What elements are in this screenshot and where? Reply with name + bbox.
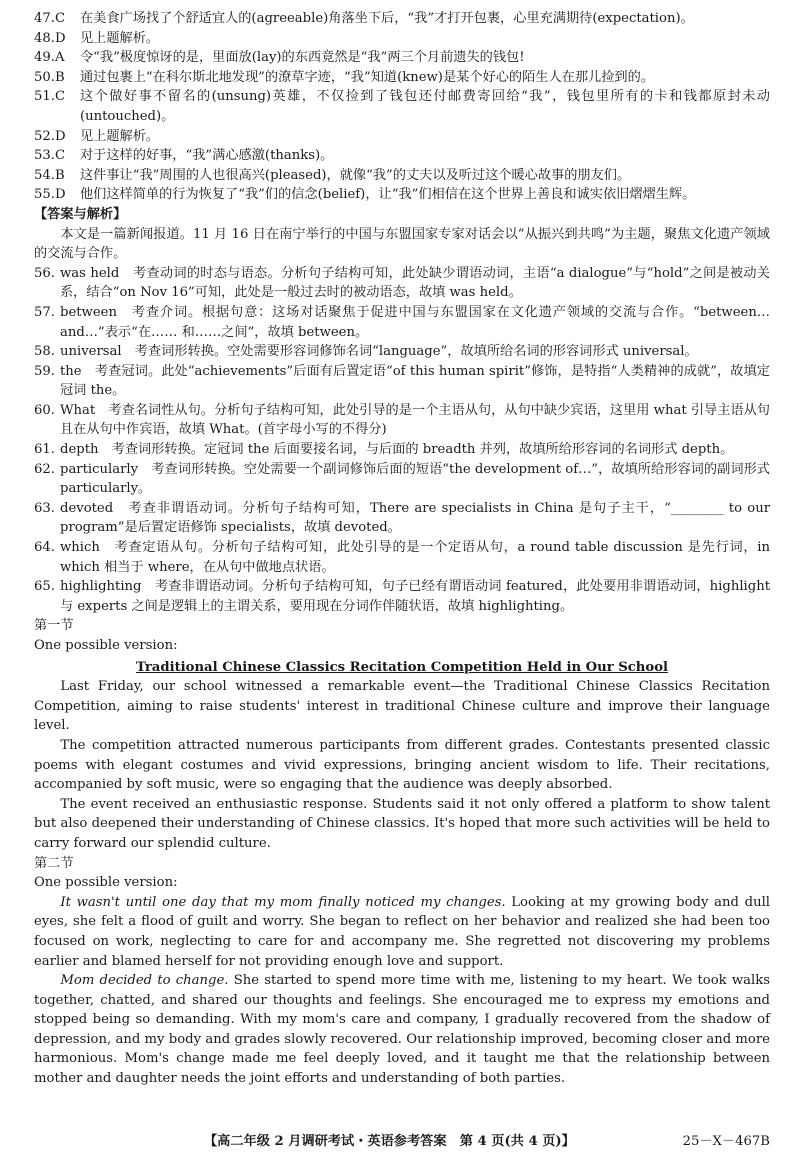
- item-number: 53.C: [34, 148, 66, 164]
- answer-item: [34, 146, 770, 166]
- essay-paragraph: [34, 893, 770, 971]
- answer-item: [34, 460, 770, 499]
- cloze-answers: [34, 9, 770, 205]
- item-explanation: which 考查定语从句。分析句子结构可知，此处引导的是一个定语从句，a round table discussion 是先行词，in which 相当于 where，在从句中做地点状语。: [60, 540, 770, 575]
- item-explanation: devoted 考查非谓语动词。分析句子结构可知，There are specialists in China 是句子主干，“________ to our program”是后置定语修饰 specialists，故填 devoted。: [60, 500, 770, 536]
- answer-item: [34, 127, 770, 147]
- item-explanation: 通过包裹上“在科尔斯北地发现”的潦草字迹，“我”知道(knew)是某个好心的陌生人在那儿捡到的。: [80, 69, 654, 85]
- answer-item: [34, 362, 770, 401]
- item-number: 59.: [34, 363, 55, 379]
- answer-item: [34, 538, 770, 577]
- answer-item: [34, 185, 770, 205]
- answer-item: [34, 29, 770, 49]
- answer-item: [34, 499, 770, 538]
- item-number: 60.: [34, 402, 55, 418]
- section-two-label: 第二节: [34, 855, 74, 871]
- answer-item: [34, 87, 770, 126]
- essay-one-body: [34, 677, 770, 853]
- paragraph-lead-sentence: It wasn't until one day that my mom finally noticed my changes.: [60, 894, 506, 910]
- item-number: 58.: [34, 344, 55, 360]
- item-number: 57.: [34, 304, 55, 320]
- page-content: [34, 9, 770, 1089]
- passage-intro: 本文是一篇新闻报道。11 月 16 日在南宁举行的中国与东盟国家专家对话会以“从振兴到共鸣”为主题，聚焦文化遗产领域的交流与合作。: [34, 226, 770, 262]
- answer-item: [34, 9, 770, 29]
- answer-item: [34, 166, 770, 186]
- answer-item: [34, 68, 770, 88]
- paragraph-lead-sentence: Mom decided to change.: [60, 973, 229, 989]
- footer-paper-code: 25－X－467B: [682, 1134, 770, 1149]
- item-explanation: 这个做好事不留名的(unsung)英雄，不仅捡到了钱包还付邮费寄回给“我”，钱包里所有的卡和钱都原封未动(untouched)。: [80, 89, 770, 124]
- item-number: 52.D: [34, 128, 66, 144]
- answer-item: [34, 48, 770, 68]
- paragraph-continuation: She started to spend more time with me, listening to my heart. We took walks together, chatted, and shared our thoughts and feelings. She encouraged me to express my emotions and stopped being so demanding. With my mom's care and company, I gradually recovered from the shadow of depression, and my body and grades slowly recovered. Our relationship improved, becoming closer and more harmonious. Mom's change made me feel deeply loved, and it taught me that the relationship between mother and daughter needs the joint efforts and understanding of both parties.: [34, 973, 770, 1087]
- essay-two-body: [34, 893, 770, 1089]
- item-number: 65.: [34, 579, 55, 595]
- grammar-answers: [34, 264, 770, 617]
- item-explanation: 令“我”极度惊讶的是，里面放(lay)的东西竟然是“我”两三个月前遗失的钱包!: [80, 50, 525, 66]
- section-one-version: One possible version:: [34, 638, 178, 653]
- footer-exam-info: 【高二年级 2 月调研考试・英语参考答案 第 4 页(共 4 页)】: [204, 1134, 575, 1149]
- essay-paragraph: Last Friday, our school witnessed a remarkable event—the Traditional Chinese Classics Recitation Competition, aiming to raise students' interest in traditional Chinese culture and improve their language level.: [34, 679, 770, 734]
- essay-title: Traditional Chinese Classics Recitation Competition Held in Our School: [136, 659, 668, 675]
- item-number: 63.: [34, 500, 55, 516]
- item-explanation: depth 考查词形转换。定冠词 the 后面要接名词，与后面的 breadth 并列，故填所给形容词的名词形式 depth。: [60, 442, 734, 458]
- item-number: 50.B: [34, 69, 65, 85]
- item-explanation: universal 考查词形转换。空处需要形容词修饰名词“language”，故填所给名词的形容词形式 universal。: [60, 344, 698, 360]
- paragraph-continuation: Looking at my growing body and dull eyes, she felt a flood of guilt and worry. She began to reflect on her behavior and realized she had been too focused on work, neglecting to care for and accompany me. She regretted not discovering my problems earlier and blamed herself for not providing enough love and support.: [34, 894, 770, 969]
- essay-paragraph: The event received an enthusiastic response. Students said it not only offered a platform to show talent but also deepened their understanding of Chinese classics. It's hoped that more such activities will be held to carry forward our splendid culture.: [34, 796, 770, 851]
- item-number: 61.: [34, 442, 55, 458]
- item-number: 62.: [34, 461, 55, 477]
- essay-paragraph: The competition attracted numerous participants from different grades. Contestants presented classic poems with elegant costumes and vivid expressions, bringing ancient wisdom to life. Their recitations, accompanied by soft music, were so engaging that the audience was deeply absorbed.: [34, 737, 770, 793]
- item-number: 56.: [34, 265, 55, 281]
- item-number: 49.A: [34, 50, 65, 66]
- item-explanation: between 考查介词。根据句意：这场对话聚焦于促进中国与东盟国家在文化遗产领域的交流与合作。“between…and…”表示“在…… 和……之间”，故填 between。: [60, 304, 770, 340]
- item-explanation: 见上题解析。: [80, 30, 160, 46]
- answer-item: [34, 401, 770, 440]
- answer-section-header: 【答案与解析】: [34, 206, 127, 222]
- answer-item: [34, 577, 770, 616]
- section-two-version: One possible version:: [34, 875, 178, 891]
- item-number: 47.C: [34, 11, 66, 26]
- item-explanation: 他们这样简单的行为恢复了“我”们的信念(belief)，让“我”们相信在这个世界上善良和诚实依旧熠熠生辉。: [80, 187, 696, 203]
- item-explanation: What 考查名词性从句。分析句子结构可知，此处引导的是一个主语从句，从句中缺少宾语，这里用 what 引导主语从句且在从句中作宾语，故填 What。(首字母小写的不得分): [60, 402, 770, 438]
- item-explanation: particularly 考查词形转换。空处需要一个副词修饰后面的短语“the development of…”，故填所给形容词的副词形式 particularly。: [60, 461, 770, 497]
- item-number: 48.D: [34, 30, 66, 46]
- item-number: 51.C: [34, 89, 66, 105]
- answer-item: [34, 440, 770, 460]
- item-explanation: the 考查冠词。此处“achievements”后面有后置定语“of this human spirit”修饰，是特指“人类精神的成就”，故填定冠词 the。: [60, 363, 770, 399]
- item-explanation: 这件事让“我”周围的人也很高兴(pleased)，就像“我”的丈夫以及听过这个暖心故事的朋友们。: [80, 167, 631, 183]
- item-number: 64.: [34, 540, 55, 556]
- essay-paragraph: [34, 971, 770, 1089]
- item-number: 55.D: [34, 187, 66, 203]
- item-explanation: 在美食广场找了个舒适宜人的(agreeable)角落坐下后，“我”才打开包裹，心里充满期待(expectation)。: [80, 11, 694, 26]
- item-explanation: 对于这样的好事，“我”满心感激(thanks)。: [80, 148, 334, 164]
- item-explanation: was held 考查动词的时态与语态。分析句子结构可知，此处缺少谓语动词，主语“a dialogue”与“hold”之间是被动关系，结合“on Nov 16”可知，此处是一般过去时的被动语态，故填 was held。: [60, 265, 770, 301]
- item-explanation: 见上题解析。: [80, 128, 160, 144]
- answer-item: [34, 264, 770, 303]
- answer-item: [34, 303, 770, 342]
- answer-item: [34, 342, 770, 362]
- item-number: 54.B: [34, 167, 65, 183]
- item-explanation: highlighting 考查非谓语动词。分析句子结构可知，句子已经有谓语动词 featured，此处要用非谓语动词，highlight 与 experts 之间是逻辑上的主谓关系，要用现在分词作伴随状语，故填 highlighting。: [60, 579, 770, 614]
- section-one-label: 第一节: [34, 618, 74, 634]
